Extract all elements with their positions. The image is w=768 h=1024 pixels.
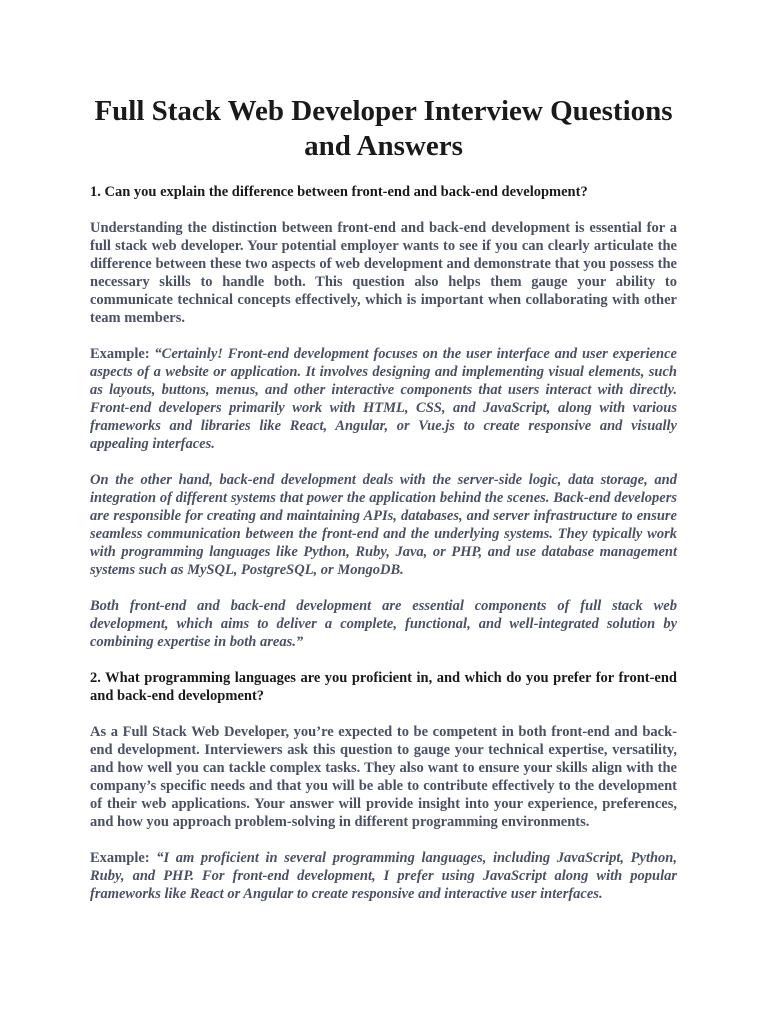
q2-intro-paragraph: As a Full Stack Web Developer, you’re expected to be competent in both front-end and back-end development. Interviewers ask this question to gauge your technical expertise, versatility, and how well you can tackle complex tasks. They also want to ensure your skills align with the company’s specific needs and that you will be able to contribute effectively to the development of their web applications. Your answer will provide insight into your experience, preferences, and how you approach problem-solving in different programming environments. (90, 724, 677, 830)
q1-intro-paragraph: Understanding the distinction between front-end and back-end development is essential for a full stack web developer. Your potential employer wants to see if you can clearly articulate the difference between these two aspects of web development and demonstrate that you possess the necessary skills to handle both. This question also helps them gauge your ability to communicate technical concepts effectively, which is important when collaborating with other team members. (90, 220, 677, 326)
example-text: “I am proficient in several programming languages, including JavaScript, Python, Ruby, and PHP. For front-end development, I prefer using JavaScript along with popular frameworks like React or Angular to create responsive and interactive user interfaces. (90, 850, 677, 902)
q1-example-paragraph-3: Both front-end and back-end development are essential components of full stack web development, which aims to deliver a complete, functional, and well-integrated solution by combining expertise in both areas.” (90, 598, 677, 650)
page-title: Full Stack Web Developer Interview Questions and Answers (94, 95, 673, 162)
document-page (90, 94, 677, 921)
example-label: Example: (90, 346, 155, 362)
q1-example-paragraph-2: On the other hand, back-end development deals with the server-side logic, data storage, and integration of different systems that power the application behind the scenes. Back-end developers are responsible for creating and maintaining APIs, databases, and server infrastructure to ensure seamless communication between the front-end and the underlying systems. They typically work with programming languages like Python, Ruby, Java, or PHP, and use database management systems such as MySQL, PostgreSQL, or MongoDB. (90, 472, 677, 578)
example-text: “Certainly! Front-end development focuses on the user interface and user experience aspects of a website or application. It involves designing and implementing visual elements, such as layouts, buttons, menus, and other interactive components that users interact with directly. Front-end developers primarily work with HTML, CSS, and JavaScript, along with various frameworks and libraries like React, Angular, or Vue.js to create responsive and visually appealing interfaces. (90, 346, 677, 452)
q2-example-paragraph-1 (90, 849, 677, 903)
q1-example-paragraph-1 (90, 345, 677, 453)
question-2: 2. What programming languages are you proficient in, and which do you prefer for front-end and back-end development? (90, 670, 677, 704)
question-1: 1. Can you explain the difference between front-end and back-end development? (90, 184, 588, 200)
example-label: Example: (90, 850, 157, 866)
